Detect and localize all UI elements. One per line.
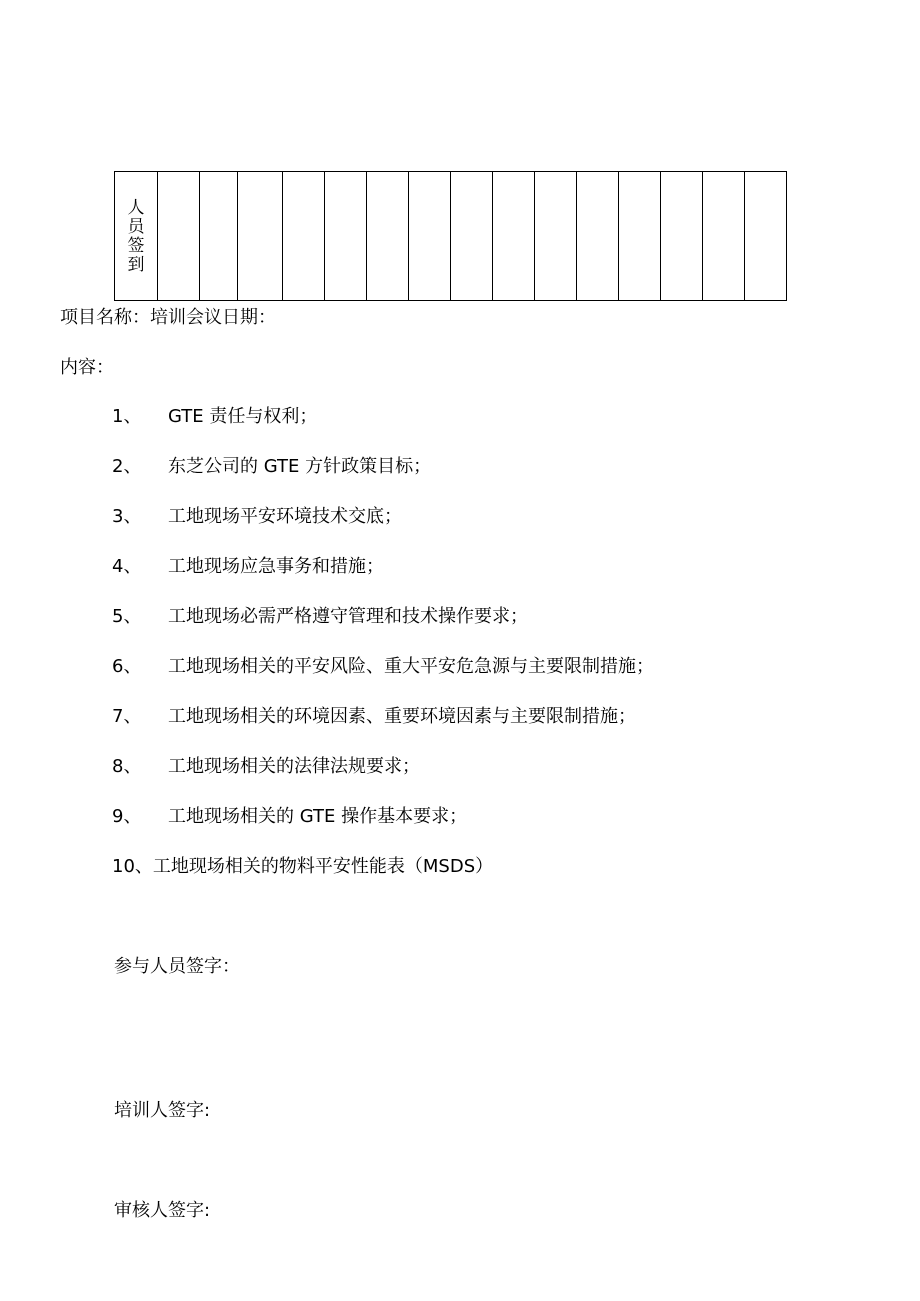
sign-cell[interactable] <box>451 172 493 301</box>
content-label: 内容： <box>60 357 114 378</box>
sign-cell[interactable] <box>535 172 577 301</box>
item-number: 7、 <box>112 706 142 727</box>
sign-cell[interactable] <box>367 172 409 301</box>
sign-cell[interactable] <box>200 172 238 301</box>
item-number: 4、 <box>112 556 142 577</box>
sign-cell[interactable] <box>661 172 703 301</box>
item-text: 工地现场必需严格遵守管理和技术操作要求； <box>168 606 528 627</box>
item-text: 工地现场相关的法律法规要求； <box>168 756 420 777</box>
sign-label-char: 到 <box>127 254 145 275</box>
item-text: 工地现场平安环境技术交底； <box>168 506 402 527</box>
project-line: 项目名称：培训会议日期： <box>60 307 276 328</box>
item-text: 工地现场相关的 GTE 操作基本要求； <box>168 806 468 827</box>
item-text: 工地现场应急事务和措施； <box>168 556 384 577</box>
item-number: 1、 <box>112 406 142 427</box>
item-number: 3、 <box>112 506 142 527</box>
item-text: 东芝公司的 GTE 方针政策目标； <box>168 456 432 477</box>
sign-cell[interactable] <box>619 172 661 301</box>
sign-label-char: 人 <box>127 197 145 218</box>
participants-signature-label: 参与人员签字： <box>114 956 240 977</box>
item-number: 8、 <box>112 756 142 777</box>
sign-cell[interactable] <box>577 172 619 301</box>
item-number: 2、 <box>112 456 142 477</box>
sign-cell[interactable] <box>238 172 283 301</box>
sign-label-char: 签 <box>127 235 145 256</box>
sign-label-char: 员 <box>127 216 145 237</box>
item-text: GTE 责任与权利； <box>168 406 318 427</box>
list-item: 10、工地现场相关的物料平安性能表（MSDS） <box>112 856 494 877</box>
sign-cell[interactable] <box>158 172 200 301</box>
trainer-signature-label: 培训人签字: <box>114 1100 211 1121</box>
item-text: 工地现场相关的环境因素、重要环境因素与主要限制措施； <box>168 706 636 727</box>
sign-row <box>115 172 787 301</box>
sign-label-cell <box>115 172 158 301</box>
sign-cell[interactable] <box>703 172 745 301</box>
item-text: 工地现场相关的平安风险、重大平安危急源与主要限制措施； <box>168 656 654 677</box>
attendance-sign-table <box>114 171 787 301</box>
item-number: 5、 <box>112 606 142 627</box>
sign-label-vertical <box>128 199 145 275</box>
reviewer-signature-label: 审核人签字: <box>114 1200 211 1221</box>
sign-cell[interactable] <box>409 172 451 301</box>
sign-cell[interactable] <box>283 172 325 301</box>
sign-cell[interactable] <box>493 172 535 301</box>
sign-cell[interactable] <box>745 172 787 301</box>
item-number: 6、 <box>112 656 142 677</box>
sign-cell[interactable] <box>325 172 367 301</box>
item-number: 9、 <box>112 806 142 827</box>
